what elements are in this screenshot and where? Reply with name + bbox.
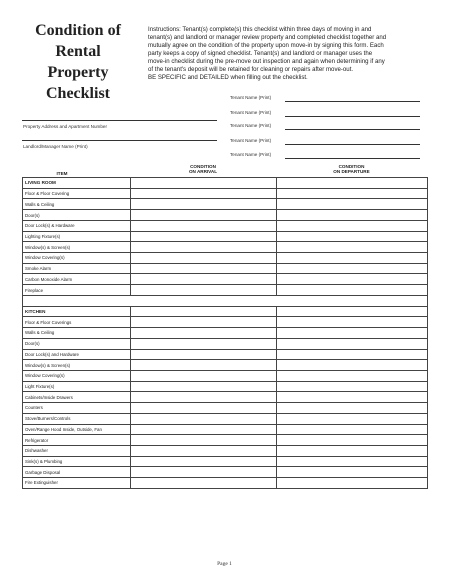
arrival-cell[interactable] bbox=[131, 445, 277, 456]
title-line: Condition of bbox=[35, 22, 121, 39]
table-row bbox=[23, 338, 428, 349]
departure-cell[interactable] bbox=[277, 456, 428, 467]
arrival-cell[interactable] bbox=[131, 253, 277, 264]
instruction-line: mutually agree on the condition of the property upon move-in by signing this form. Each bbox=[148, 42, 384, 50]
spacer-cell bbox=[277, 295, 428, 306]
arrival-column-header bbox=[130, 164, 276, 174]
arrival-cell[interactable] bbox=[131, 370, 277, 381]
item-label: Lighting Fixture(s) bbox=[23, 231, 131, 242]
table-row bbox=[23, 317, 428, 328]
arrival-cell[interactable] bbox=[131, 435, 277, 446]
table-row bbox=[23, 285, 428, 296]
spacer-cell bbox=[23, 295, 131, 306]
table-row bbox=[23, 392, 428, 403]
arrival-cell[interactable] bbox=[131, 199, 277, 210]
table-row bbox=[23, 274, 428, 285]
tenant-name-field[interactable] bbox=[230, 123, 420, 131]
arrival-cell[interactable] bbox=[131, 360, 277, 371]
departure-cell[interactable] bbox=[277, 403, 428, 414]
item-label: Oven/Range Hood Inside, Outside, Fan bbox=[23, 424, 131, 435]
departure-cell[interactable] bbox=[277, 467, 428, 478]
arrival-cell[interactable] bbox=[131, 188, 277, 199]
table-row bbox=[23, 328, 428, 339]
departure-cell[interactable] bbox=[277, 188, 428, 199]
item-label: Carbon Monoxide Alarm bbox=[23, 274, 131, 285]
item-label: Floor & Floor Covering bbox=[23, 188, 131, 199]
departure-header-line: ON DEPARTURE bbox=[333, 169, 370, 174]
item-label: Smoke Alarm bbox=[23, 263, 131, 274]
checklist-body bbox=[23, 178, 428, 489]
section-heading: LIVING ROOM bbox=[23, 178, 131, 189]
departure-cell[interactable] bbox=[277, 242, 428, 253]
item-label: Walls & Ceiling bbox=[23, 328, 131, 339]
table-row bbox=[23, 220, 428, 231]
instructions-block bbox=[148, 26, 430, 82]
arrival-cell[interactable] bbox=[131, 328, 277, 339]
tenant-name-field[interactable] bbox=[230, 152, 420, 160]
departure-cell[interactable] bbox=[277, 435, 428, 446]
tenant-name-label: Tenant Name (Print) bbox=[230, 152, 272, 157]
item-label: Door Lock(s) and Hardware bbox=[23, 349, 131, 360]
instruction-line: party keeps a copy of signed checklist. Tenant(s) and landlord or manager uses the bbox=[148, 50, 373, 58]
departure-cell[interactable] bbox=[277, 274, 428, 285]
departure-header-line: CONDITION bbox=[338, 164, 365, 169]
tenant-name-line[interactable] bbox=[285, 116, 420, 117]
departure-cell[interactable] bbox=[277, 424, 428, 435]
table-row bbox=[23, 403, 428, 414]
departure-cell[interactable] bbox=[277, 210, 428, 221]
item-label: Window(s) & Screen(s) bbox=[23, 360, 131, 371]
arrival-cell[interactable] bbox=[131, 317, 277, 328]
item-column-header bbox=[22, 171, 102, 176]
table-row bbox=[23, 349, 428, 360]
page-number: Page 1 bbox=[217, 561, 232, 567]
item-label: Door(s) bbox=[23, 338, 131, 349]
tenant-name-label: Tenant Name (Print) bbox=[230, 110, 272, 115]
tenant-name-line[interactable] bbox=[285, 129, 420, 130]
departure-cell[interactable] bbox=[277, 285, 428, 296]
title-line: Checklist bbox=[46, 85, 110, 102]
table-row bbox=[23, 413, 428, 424]
arrival-cell[interactable] bbox=[131, 210, 277, 221]
table-row bbox=[23, 263, 428, 274]
table-row bbox=[23, 478, 428, 489]
table-row bbox=[23, 435, 428, 446]
departure-cell[interactable] bbox=[277, 445, 428, 456]
arrival-cell[interactable] bbox=[131, 381, 277, 392]
tenant-name-line[interactable] bbox=[285, 144, 420, 145]
table-row bbox=[23, 445, 428, 456]
section-heading: KITCHEN bbox=[23, 306, 131, 317]
arrival-cell[interactable] bbox=[131, 413, 277, 424]
departure-cell[interactable] bbox=[277, 317, 428, 328]
departure-cell[interactable] bbox=[277, 178, 428, 189]
table-row bbox=[23, 242, 428, 253]
item-label: Window Covering(s) bbox=[23, 370, 131, 381]
item-label: Garbage Disposal bbox=[23, 467, 131, 478]
departure-cell[interactable] bbox=[277, 381, 428, 392]
arrival-cell[interactable] bbox=[131, 424, 277, 435]
departure-cell[interactable] bbox=[277, 306, 428, 317]
title-line: Property bbox=[47, 64, 109, 81]
departure-cell[interactable] bbox=[277, 338, 428, 349]
arrival-cell[interactable] bbox=[131, 478, 277, 489]
property-address-label: Property Address and Apartment Number bbox=[23, 124, 108, 129]
arrival-cell[interactable] bbox=[131, 178, 277, 189]
item-label: Door Lock(s) & Hardware bbox=[23, 220, 131, 231]
item-label: Window(s) & Screen(s) bbox=[23, 242, 131, 253]
arrival-cell[interactable] bbox=[131, 242, 277, 253]
arrival-cell[interactable] bbox=[131, 306, 277, 317]
section-heading-row bbox=[23, 306, 428, 317]
instruction-line: BE SPECIFIC and DETAILED when filling out the checklist. bbox=[148, 74, 308, 82]
departure-column-header bbox=[276, 164, 427, 174]
item-label: Dishwasher bbox=[23, 445, 131, 456]
arrival-cell[interactable] bbox=[131, 274, 277, 285]
item-label: Window Covering(s) bbox=[23, 253, 131, 264]
item-label: Stove/Burners/Controls bbox=[23, 413, 131, 424]
item-label: Fire Extinguisher bbox=[23, 478, 131, 489]
landlord-name-label: Landlord/Manager Name (Print) bbox=[23, 144, 88, 149]
table-row bbox=[23, 370, 428, 381]
table-row bbox=[23, 199, 428, 210]
departure-cell[interactable] bbox=[277, 349, 428, 360]
arrival-cell[interactable] bbox=[131, 467, 277, 478]
departure-cell[interactable] bbox=[277, 253, 428, 264]
table-row bbox=[23, 467, 428, 478]
departure-cell[interactable] bbox=[277, 413, 428, 424]
arrival-header-line: CONDITION bbox=[190, 164, 216, 169]
instruction-line: of the tenant's deposit will be retained for cleaning or repairs after move-out. bbox=[148, 66, 354, 74]
item-label: Door(s) bbox=[23, 210, 131, 221]
item-label: Counters bbox=[23, 403, 131, 414]
checklist-table bbox=[22, 177, 428, 489]
arrival-header-line: ON ARRIVAL bbox=[188, 169, 218, 174]
tenant-name-label: Tenant Name (Print) bbox=[230, 138, 272, 143]
departure-cell[interactable] bbox=[277, 360, 428, 371]
document-title bbox=[18, 20, 138, 104]
tenant-name-label: Tenant Name (Print) bbox=[230, 123, 272, 128]
table-row bbox=[23, 360, 428, 371]
table-row bbox=[23, 210, 428, 221]
tenant-name-field[interactable] bbox=[230, 138, 420, 146]
arrival-cell[interactable] bbox=[131, 231, 277, 242]
table-row bbox=[23, 424, 428, 435]
departure-cell[interactable] bbox=[277, 199, 428, 210]
item-header-text: ITEM bbox=[56, 171, 68, 176]
tenant-name-line[interactable] bbox=[285, 158, 420, 159]
property-address-line[interactable] bbox=[22, 120, 217, 121]
instruction-line: move-in checklist during the pre-move out inspection and again when determining if any bbox=[148, 58, 385, 66]
table-row bbox=[23, 231, 428, 242]
tenant-name-label: Tenant Name (Print) bbox=[230, 95, 272, 100]
arrival-cell[interactable] bbox=[131, 392, 277, 403]
departure-cell[interactable] bbox=[277, 220, 428, 231]
departure-cell[interactable] bbox=[277, 370, 428, 381]
departure-cell[interactable] bbox=[277, 392, 428, 403]
departure-cell[interactable] bbox=[277, 478, 428, 489]
arrival-cell[interactable] bbox=[131, 338, 277, 349]
arrival-cell[interactable] bbox=[131, 285, 277, 296]
item-label: Fireplace bbox=[23, 285, 131, 296]
instruction-line: tenant(s) and landlord or manager review property and completed checklist together and bbox=[148, 34, 387, 42]
tenant-name-line[interactable] bbox=[285, 101, 420, 102]
instruction-line: Instructions: Tenant(s) complete(s) this checklist within three days of moving in and bbox=[148, 26, 372, 33]
departure-cell[interactable] bbox=[277, 231, 428, 242]
item-label: Cabinets/Inside Drawers bbox=[23, 392, 131, 403]
tenant-name-field[interactable] bbox=[230, 110, 420, 118]
item-label: Refrigerator bbox=[23, 435, 131, 446]
item-label: Light Fixture(s) bbox=[23, 381, 131, 392]
departure-cell[interactable] bbox=[277, 263, 428, 274]
arrival-cell[interactable] bbox=[131, 403, 277, 414]
item-label: Sink(s) & Plumbing bbox=[23, 456, 131, 467]
departure-cell[interactable] bbox=[277, 328, 428, 339]
table-row bbox=[23, 253, 428, 264]
arrival-cell[interactable] bbox=[131, 456, 277, 467]
arrival-cell[interactable] bbox=[131, 349, 277, 360]
tenant-name-field[interactable] bbox=[230, 95, 420, 103]
landlord-name-line[interactable] bbox=[22, 140, 217, 141]
spacer-cell bbox=[131, 295, 277, 306]
title-line: Rental bbox=[55, 43, 101, 60]
table-row bbox=[23, 456, 428, 467]
arrival-cell[interactable] bbox=[131, 263, 277, 274]
item-label: Floor & Floor Coverings bbox=[23, 317, 131, 328]
spacer-row bbox=[23, 295, 428, 306]
item-label: Walls & Ceiling bbox=[23, 199, 131, 210]
table-row bbox=[23, 381, 428, 392]
arrival-cell[interactable] bbox=[131, 220, 277, 231]
table-row bbox=[23, 188, 428, 199]
section-heading-row bbox=[23, 178, 428, 189]
